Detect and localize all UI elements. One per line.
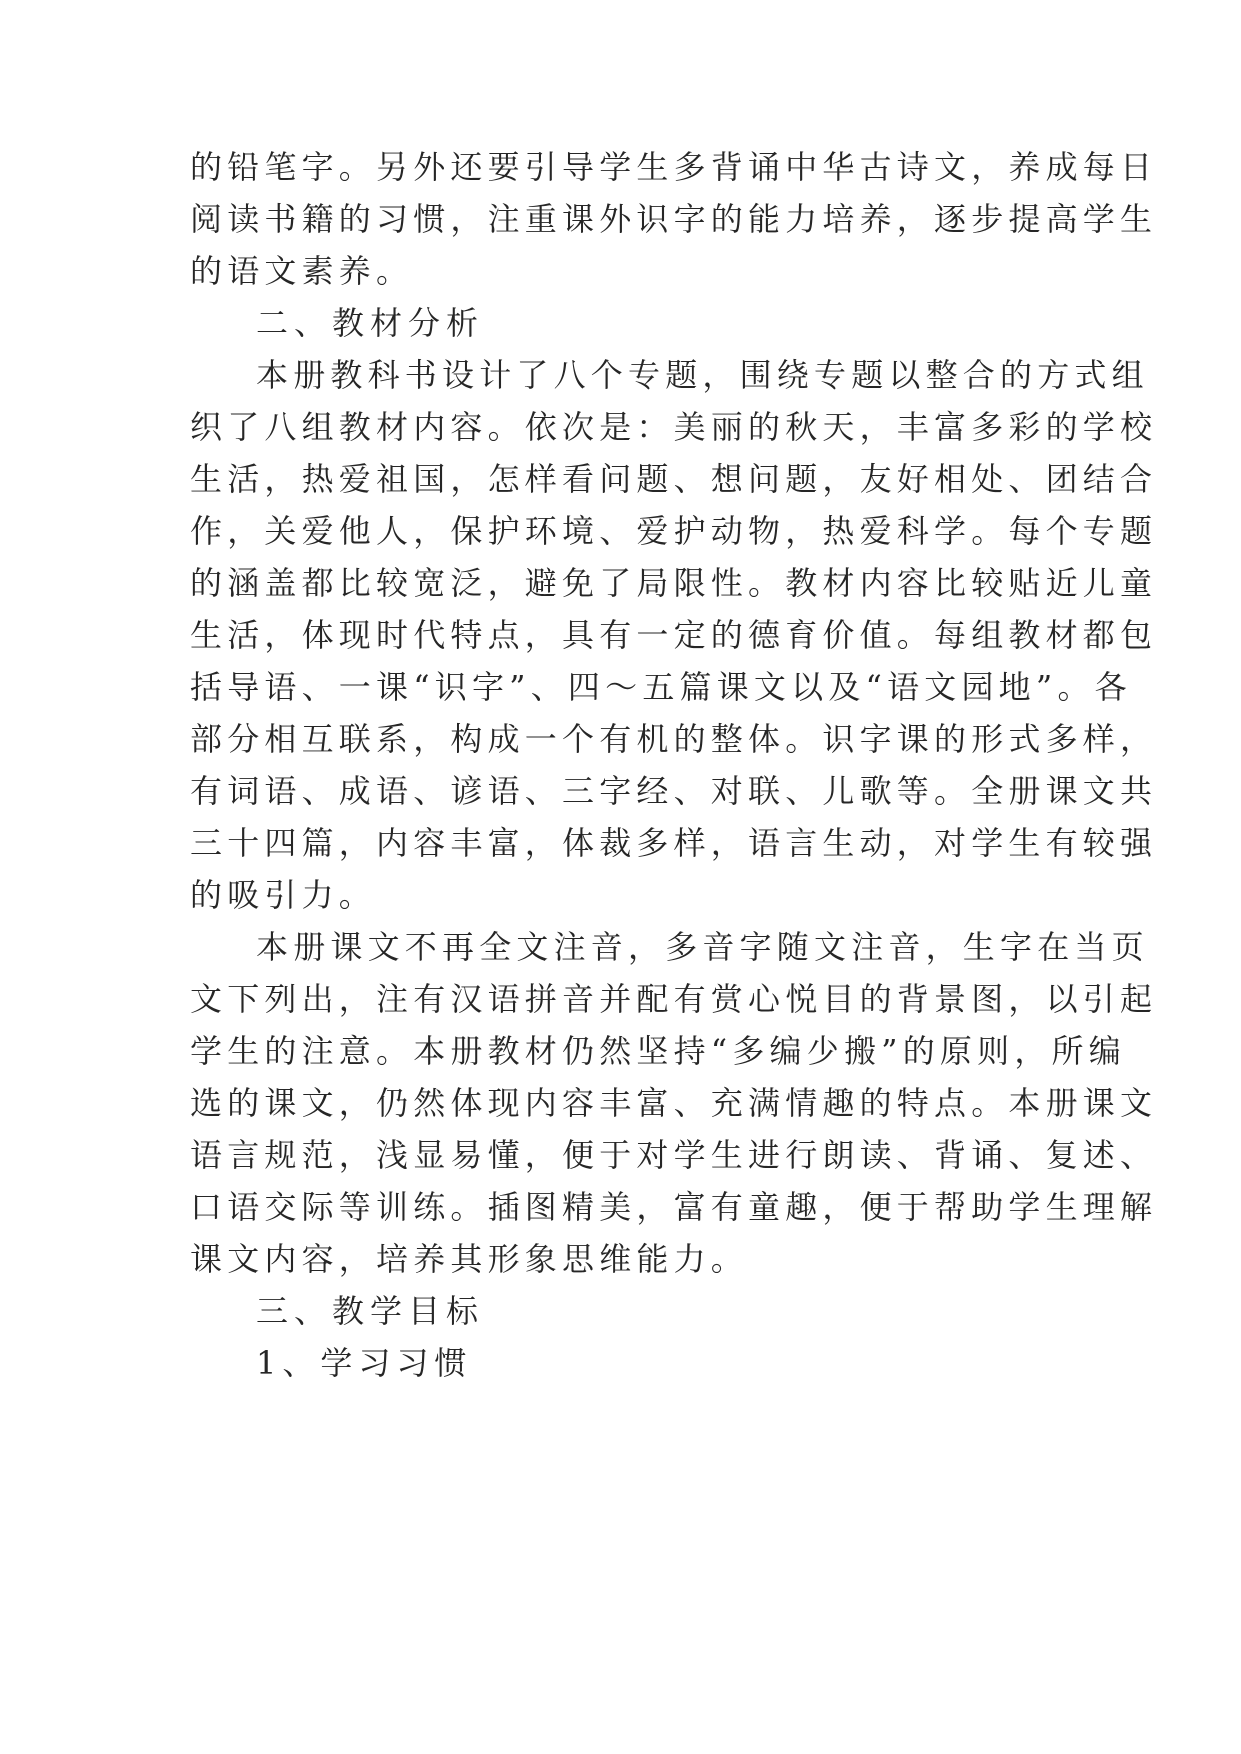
paragraph-line: 语言规范，浅显易懂，便于对学生进行朗读、背诵、复述、: [190, 1136, 1158, 1174]
subsection-heading: 1、学习习惯: [256, 1344, 473, 1382]
paragraph-line: 作，关爱他人，保护环境、爱护动物，热爱科学。每个专题: [190, 512, 1158, 550]
paragraph-line: 本册教科书设计了八个专题，围绕专题以整合的方式组: [256, 356, 1149, 394]
paragraph-line: 生活，体现时代特点，具有一定的德育价值。每组教材都包: [190, 616, 1158, 654]
paragraph-line: 的吸引力。: [190, 876, 377, 914]
paragraph-line: 的语文素养。: [190, 252, 414, 290]
paragraph-line: 阅读书籍的习惯，注重课外识字的能力培养，逐步提高学生: [190, 200, 1158, 238]
paragraph-line: 学生的注意。本册教材仍然坚持“多编少搬”的原则，所编: [190, 1032, 1126, 1070]
paragraph-line: 生活，热爱祖国，怎样看问题、想问题，友好相处、团结合: [190, 460, 1158, 498]
paragraph-line: 的涵盖都比较宽泛，避免了局限性。教材内容比较贴近儿童: [190, 564, 1158, 602]
paragraph-line: 织了八组教材内容。依次是：美丽的秋天，丰富多彩的学校: [190, 408, 1158, 446]
paragraph-line: 的铅笔字。另外还要引导学生多背诵中华古诗文，养成每日: [190, 148, 1158, 186]
paragraph-line: 三十四篇，内容丰富，体裁多样，语言生动，对学生有较强: [190, 824, 1158, 862]
section-heading: 二、教材分析: [256, 304, 485, 342]
section-heading: 三、教学目标: [256, 1292, 485, 1330]
paragraph-line: 口语交际等训练。插图精美，富有童趣，便于帮助学生理解: [190, 1188, 1158, 1226]
paragraph-line: 选的课文，仍然体现内容丰富、充满情趣的特点。本册课文: [190, 1084, 1158, 1122]
paragraph-line: 课文内容，培养其形象思维能力。: [190, 1240, 749, 1278]
paragraph-line: 本册课文不再全文注音，多音字随文注音，生字在当页: [256, 928, 1149, 966]
paragraph-line: 括导语、一课“识字”、四～五篇课文以及“语文园地”。各: [190, 668, 1132, 706]
paragraph-line: 文下列出，注有汉语拼音并配有赏心悦目的背景图，以引起: [190, 980, 1158, 1018]
paragraph-line: 有词语、成语、谚语、三字经、对联、儿歌等。全册课文共: [190, 772, 1158, 810]
paragraph-line: 部分相互联系，构成一个有机的整体。识字课的形式多样，: [190, 720, 1158, 758]
